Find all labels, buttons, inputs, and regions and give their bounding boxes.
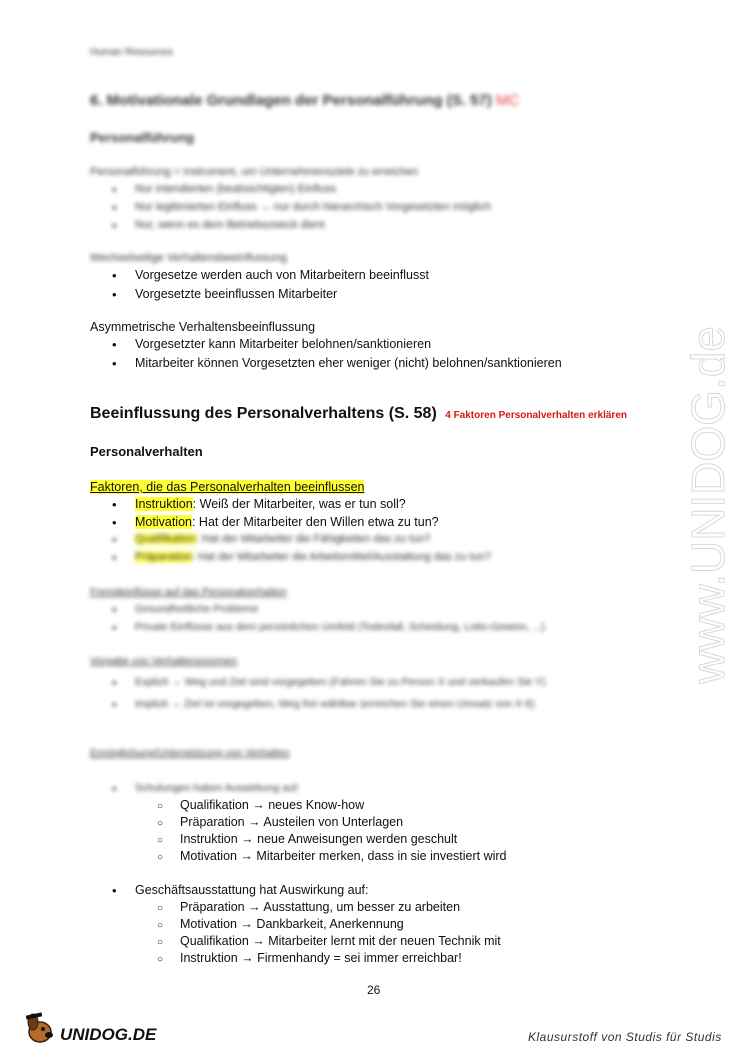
section-6-subheading: Personalführung — [90, 130, 195, 145]
factor-text: : Hat der Mitarbeiter die Fähigkeiten das zu tun? — [195, 533, 431, 545]
external-heading: Fremdeinflüsse auf das Personalverhalten — [90, 586, 287, 598]
list-item — [135, 531, 430, 548]
sub-list-item: ○ Präparation → Ausstattung, um besser zu arbeiten — [180, 899, 460, 916]
unidog-logo — [22, 1010, 157, 1048]
factor-term: Qualifikation — [135, 533, 196, 545]
factor-term: Präparation — [135, 551, 192, 563]
list-item: • Vorgesetze werden auch von Mitarbeitern beeinflusst — [135, 267, 429, 284]
sub-list-item: ○ Motivation → Mitarbeiter merken, dass in sie investiert wird — [180, 848, 507, 865]
list-item: • Explizit → Weg und Ziel sind vorgegeben (Fahren Sie zu Person X und verkaufen Sie Y) — [135, 674, 546, 691]
section-6-title-text: 6. Motivationale Grundlagen der Personalführung (S. 57) — [90, 92, 492, 109]
list-item: • Gesundheitliche Probleme — [135, 601, 258, 618]
list-item: • Vorgesetzter kann Mitarbeiter belohnen/sanktionieren — [135, 336, 431, 353]
sub-list-item: ○ Instruktion → neue Anweisungen werden geschult — [180, 831, 457, 848]
list-item: • Mitarbeiter können Vorgesetzten eher weniger (nicht) belohnen/sanktionieren — [135, 355, 562, 372]
page-number: 26 — [367, 983, 381, 997]
dog-icon — [22, 1010, 157, 1048]
mutual-heading: Wechselseitige Verhaltensbeeinflussung — [90, 252, 287, 264]
list-item — [135, 496, 406, 513]
logo-text: UNIDOG.DE — [60, 1025, 157, 1044]
sub-list-item: ○ Qualifikation → Mitarbeiter lernt mit der neuen Technik mit — [180, 933, 501, 950]
sub-list-item: ○ Motivation → Dankbarkeit, Anerkennung — [180, 916, 404, 933]
section-58-subheading: Personalverhalten — [90, 444, 203, 459]
list-item — [135, 514, 439, 531]
section-6-title — [90, 92, 519, 109]
support-heading: Ermöglichung/Unterstützung von Verhalten — [90, 747, 290, 759]
sub-list-item: ○ Qualifikation → neues Know-how — [180, 797, 364, 814]
section-58-title-text: Beeinflussung des Personalverhaltens (S. 58) — [90, 405, 437, 422]
factors-heading-text: Faktoren, die das Personalverhalten beeinflussen — [90, 480, 365, 494]
watermark-text: www.UNIDOG.de — [682, 326, 735, 684]
list-item: • Implizit → Ziel ist vorgegeben, Weg frei wählbar (erreichen Sie einen Umsatz von X €) — [135, 696, 535, 713]
watermark — [672, 280, 750, 730]
section-58-title — [90, 405, 627, 423]
factor-term: Instruktion — [135, 497, 193, 511]
factor-text: : Weiß der Mitarbeiter, was er tun soll? — [192, 497, 406, 511]
exam-note: 4 Faktoren Personalverhalten erklären — [445, 410, 627, 421]
factor-text: : Hat der Mitarbeiter die Arbeitsmittel/Ausstattung das zu tun? — [191, 551, 491, 563]
mc-tag: MC — [495, 92, 520, 109]
asym-heading: Asymmetrische Verhaltensbeeinflussung — [90, 320, 316, 334]
sub-list-item: ○ Instruktion → Firmenhandy = sei immer erreichbar! — [180, 950, 462, 967]
running-header: Human Resources — [90, 47, 173, 58]
equipment-label: • Geschäftsausstattung hat Auswirkung auf: — [135, 882, 368, 899]
definition-line: Personalführung = Instrument, um Unternehmensziele zu erreichen — [90, 166, 419, 178]
list-item: • Nur intendierten (beabsichtigten) Einfluss — [135, 181, 336, 198]
norms-heading: Vorgabe von Verhaltensnormen — [90, 655, 238, 667]
footer-tagline: Klausurstoff von Studis für Studis — [528, 1030, 722, 1044]
list-item — [135, 549, 491, 566]
factor-text: : Hat der Mitarbeiter den Willen etwa zu tun? — [191, 515, 439, 529]
list-item: • Nur legitimierten Einfluss → nur durch hierarchisch Vorgesetzten möglich — [135, 199, 491, 216]
list-item: • Private Einflüsse aus dem persönlichen Umfeld (Todesfall, Scheidung, Lotto-Gewinn, ...) — [135, 619, 545, 636]
factors-heading — [90, 479, 364, 496]
list-item: • Nur, wenn es dem Betriebszweck dient — [135, 217, 325, 234]
list-item: • Vorgesetzte beeinflussen Mitarbeiter — [135, 286, 337, 303]
training-label: • Schulungen haben Auswirkung auf: — [135, 780, 300, 797]
factor-term: Motivation — [135, 515, 192, 529]
sub-list-item: ○ Präparation → Austeilen von Unterlagen — [180, 814, 403, 831]
